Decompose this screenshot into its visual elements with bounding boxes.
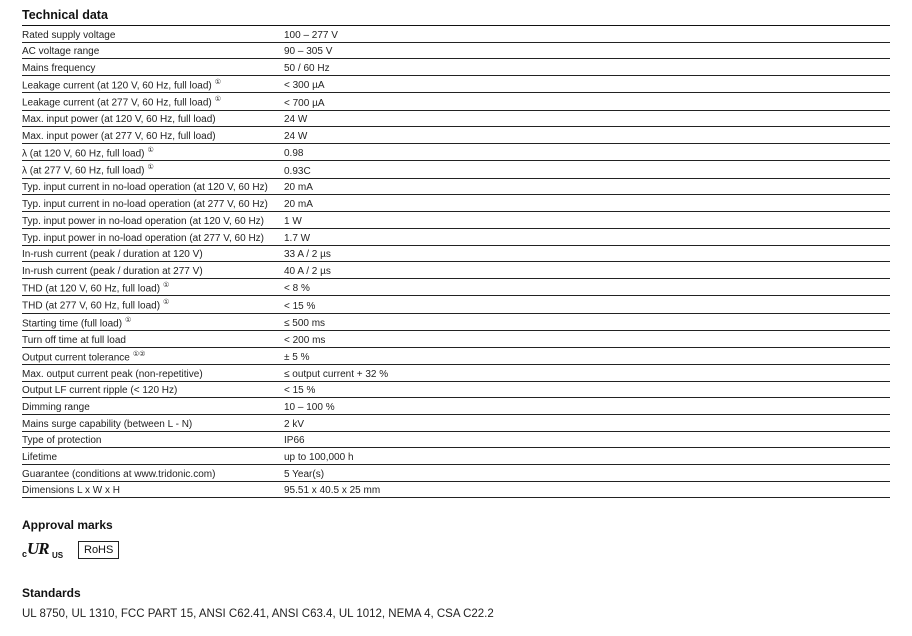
- parameter-cell: [22, 296, 284, 313]
- parameter-label: Type of protection: [22, 435, 102, 447]
- table-row: [22, 398, 890, 415]
- table-row: [22, 481, 890, 498]
- table-row: [22, 144, 890, 161]
- parameter-label: Turn off time at full load: [22, 334, 126, 346]
- table-row: [22, 212, 890, 229]
- parameter-cell: [22, 26, 284, 43]
- parameter-cell: [22, 245, 284, 262]
- value-cell: < 700 µA: [284, 93, 890, 110]
- table-row: [22, 278, 890, 295]
- footnote-marker: ①: [125, 316, 132, 324]
- table-row: [22, 296, 890, 313]
- parameter-cell: [22, 398, 284, 415]
- footnote-marker: ①: [214, 79, 222, 87]
- parameter-cell: [22, 76, 284, 93]
- table-row: [22, 42, 890, 59]
- parameter-label: In-rush current (peak / duration at 277 V): [22, 265, 203, 277]
- table-row: [22, 313, 890, 330]
- footnote-marker: ①: [214, 96, 222, 104]
- parameter-label: λ (at 277 V, 60 Hz, full load): [22, 165, 145, 177]
- parameter-label: Max. input power (at 277 V, 60 Hz, full load): [22, 131, 216, 143]
- table-row: [22, 195, 890, 212]
- table-row: [22, 381, 890, 398]
- value-cell: 20 mA: [284, 195, 890, 212]
- parameter-cell: [22, 481, 284, 498]
- parameter-label: AC voltage range: [22, 46, 100, 58]
- approval-marks-heading: Approval marks: [22, 518, 113, 532]
- table-row: [22, 245, 890, 262]
- value-cell: 95.51 x 40.5 x 25 mm: [284, 481, 890, 498]
- value-cell: 1.7 W: [284, 228, 890, 245]
- value-cell: < 15 %: [284, 381, 890, 398]
- parameter-cell: [22, 59, 284, 76]
- table-row: [22, 465, 890, 482]
- footnote-marker: ①: [147, 164, 154, 172]
- table-row: [22, 161, 890, 178]
- footnote-marker: ①: [163, 299, 170, 307]
- value-cell: 20 mA: [284, 178, 890, 195]
- parameter-label: Dimming range: [22, 401, 90, 413]
- parameter-cell: [22, 364, 284, 381]
- parameter-label: Mains frequency: [22, 63, 96, 75]
- parameter-label: Leakage current (at 277 V, 60 Hz, full load): [22, 97, 212, 109]
- value-cell: 10 – 100 %: [284, 398, 890, 415]
- value-cell: 24 W: [284, 110, 890, 127]
- parameter-label: Max. output current peak (non-repetitive): [22, 368, 203, 380]
- parameter-label: Dimensions L x W x H: [22, 485, 120, 497]
- table-row: [22, 93, 890, 110]
- parameter-cell: [22, 228, 284, 245]
- parameter-cell: [22, 212, 284, 229]
- section-title-technical-data: Technical data: [22, 8, 108, 22]
- parameter-label: THD (at 120 V, 60 Hz, full load): [22, 283, 161, 295]
- value-cell: ≤ output current + 32 %: [284, 364, 890, 381]
- parameter-label: Rated supply voltage: [22, 29, 116, 41]
- table-row: [22, 26, 890, 43]
- parameter-label: Lifetime: [22, 452, 58, 463]
- footnote-marker: ①: [163, 281, 170, 289]
- table-row: [22, 127, 890, 144]
- parameter-cell: [22, 161, 284, 178]
- value-cell: 24 W: [284, 127, 890, 144]
- parameter-cell: [22, 178, 284, 195]
- svg-text:US: US: [52, 551, 64, 560]
- parameter-label: Output current tolerance: [22, 351, 130, 363]
- parameter-cell: [22, 414, 284, 431]
- table-row: [22, 414, 890, 431]
- parameter-label: Starting time (full load): [22, 317, 123, 329]
- table-row: [22, 448, 890, 465]
- value-cell: 2 kV: [284, 414, 890, 431]
- parameter-label: Mains surge capability (between L - N): [22, 418, 193, 430]
- parameter-label: Typ. input power in no-load operation (at 277 V, 60 Hz): [22, 232, 265, 244]
- footnote-marker: ①②: [132, 350, 146, 358]
- parameter-cell: [22, 313, 284, 330]
- parameter-cell: [22, 330, 284, 347]
- svg-text:c: c: [22, 549, 28, 559]
- parameter-label: THD (at 277 V, 60 Hz, full load): [22, 300, 161, 312]
- value-cell: 100 – 277 V: [284, 26, 890, 43]
- ul-recognized-logo: [22, 540, 74, 560]
- parameter-label: Max. input power (at 120 V, 60 Hz, full load): [22, 114, 216, 126]
- value-cell: up to 100,000 h: [284, 448, 890, 465]
- table-row: [22, 178, 890, 195]
- parameter-cell: [22, 195, 284, 212]
- parameter-cell: [22, 347, 284, 364]
- footnote-marker: ①: [147, 147, 154, 155]
- table-row: [22, 347, 890, 364]
- value-cell: 40 A / 2 µs: [284, 262, 890, 279]
- value-cell: IP66: [284, 431, 890, 448]
- table-row: [22, 262, 890, 279]
- parameter-cell: [22, 278, 284, 295]
- parameter-label: Typ. input power in no-load operation (at 120 V, 60 Hz): [22, 215, 265, 227]
- value-cell: ≤ 500 ms: [284, 313, 890, 330]
- table-row: [22, 76, 890, 93]
- value-cell: 0.93C: [284, 161, 890, 178]
- parameter-cell: [22, 465, 284, 482]
- parameter-label: Typ. input current in no-load operation (at 120 V, 60 Hz): [22, 182, 268, 194]
- value-cell: 50 / 60 Hz: [284, 59, 890, 76]
- parameter-cell: [22, 431, 284, 448]
- parameter-label: λ (at 120 V, 60 Hz, full load): [22, 148, 145, 160]
- standards-heading: Standards: [22, 586, 81, 600]
- svg-text:UR: UR: [27, 540, 49, 558]
- table-row: [22, 431, 890, 448]
- parameter-cell: [22, 448, 284, 465]
- value-cell: ± 5 %: [284, 347, 890, 364]
- value-cell: < 300 µA: [284, 76, 890, 93]
- parameter-cell: [22, 42, 284, 59]
- parameter-cell: [22, 127, 284, 144]
- value-cell: < 200 ms: [284, 330, 890, 347]
- value-cell: 0.98: [284, 144, 890, 161]
- parameter-label: Output LF current ripple (< 120 Hz): [22, 385, 178, 397]
- table-row: [22, 364, 890, 381]
- value-cell: < 8 %: [284, 278, 890, 295]
- technical-data-table-body: [22, 26, 890, 498]
- value-cell: < 15 %: [284, 296, 890, 313]
- standards-list: UL 8750, UL 1310, FCC PART 15, ANSI C62.41, ANSI C63.4, UL 1012, NEMA 4, CSA C22.2: [22, 608, 494, 620]
- value-cell: 5 Year(s): [284, 465, 890, 482]
- parameter-cell: [22, 110, 284, 127]
- parameter-label: Guarantee (conditions at www.tridonic.com): [22, 468, 216, 480]
- value-cell: 33 A / 2 µs: [284, 245, 890, 262]
- parameter-cell: [22, 262, 284, 279]
- parameter-cell: [22, 93, 284, 110]
- rohs-mark: RoHS: [78, 541, 119, 559]
- approval-marks: [22, 540, 119, 560]
- technical-data-table: [22, 25, 890, 498]
- table-row: [22, 59, 890, 76]
- value-cell: 1 W: [284, 212, 890, 229]
- parameter-cell: [22, 381, 284, 398]
- table-row: [22, 228, 890, 245]
- table-row: [22, 110, 890, 127]
- value-cell: 90 – 305 V: [284, 42, 890, 59]
- parameter-label: In-rush current (peak / duration at 120 V): [22, 249, 203, 261]
- parameter-label: Typ. input current in no-load operation (at 277 V, 60 Hz): [22, 199, 268, 211]
- parameter-label: Leakage current (at 120 V, 60 Hz, full load): [22, 80, 212, 92]
- parameter-cell: [22, 144, 284, 161]
- table-row: [22, 330, 890, 347]
